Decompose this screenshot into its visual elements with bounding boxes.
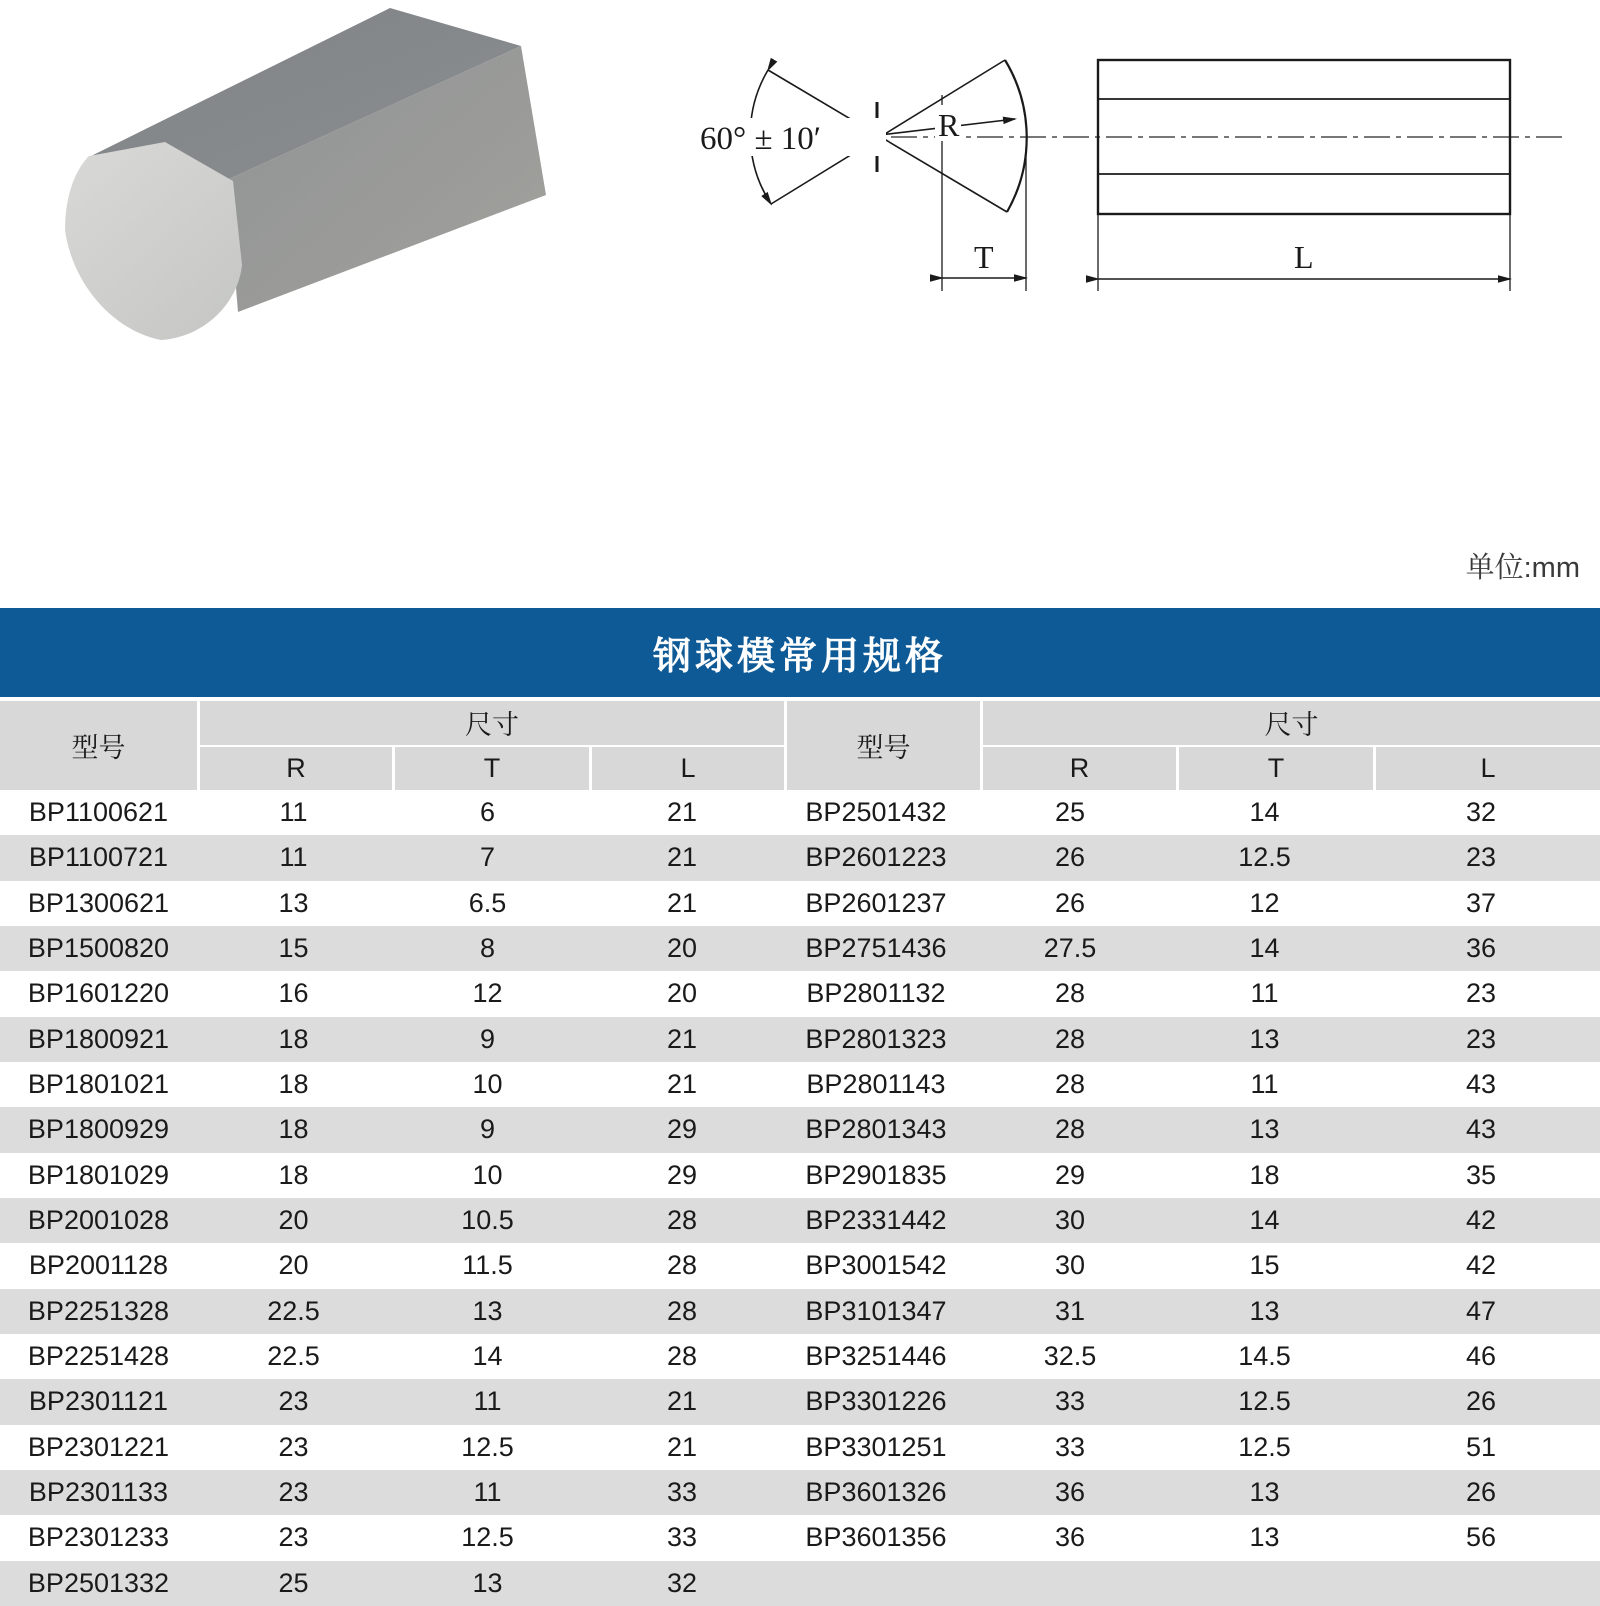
l-cell: 23 [1465, 1023, 1497, 1054]
r-cell: 29 [1054, 1159, 1086, 1190]
spec-row [0, 1243, 1600, 1288]
model-cell: BP1800921 [27, 1023, 170, 1054]
l-cell: 28 [666, 1250, 698, 1281]
r-cell: 23 [278, 1477, 309, 1508]
unit-label: 单位:mm [1465, 552, 1580, 584]
model-cell: BP1801029 [27, 1159, 170, 1190]
l-cell: 42 [1465, 1250, 1497, 1281]
r-cell: 33 [1054, 1431, 1086, 1462]
spec-row [0, 1561, 1600, 1606]
l-cell: 23 [1465, 842, 1497, 873]
t-cell: 11 [1250, 1069, 1279, 1100]
l-cell: 43 [1465, 1069, 1497, 1100]
spec-row [0, 790, 1600, 835]
model-cell: BP1801021 [27, 1069, 170, 1100]
l-cell: 29 [666, 1114, 698, 1145]
model-cell: BP2751436 [805, 933, 947, 964]
r-cell: 28 [1054, 978, 1086, 1009]
l-cell: 21 [666, 797, 698, 828]
t-cell: 12.5 [1238, 1386, 1291, 1417]
t-cell: 9 [479, 1114, 496, 1145]
t-cell: 12.5 [1238, 1431, 1291, 1462]
model-cell: BP1601220 [27, 978, 170, 1009]
t-cell: 13 [472, 1567, 503, 1598]
model-cell: BP1300621 [27, 887, 170, 918]
header-dims-left: 尺寸 [200, 701, 784, 745]
spec-row [0, 1017, 1600, 1062]
spec-row [0, 1379, 1600, 1424]
header-t-right: T [1179, 747, 1373, 791]
r-cell: 23 [278, 1386, 309, 1417]
t-cell: 8 [479, 933, 496, 964]
l-cell: 20 [666, 978, 698, 1009]
model-cell: BP3601326 [805, 1477, 947, 1508]
r-cell: 36 [1054, 1477, 1086, 1508]
spec-row [0, 1470, 1600, 1515]
model-cell: BP2001128 [28, 1250, 169, 1281]
spec-row [0, 1062, 1600, 1107]
model-cell: BP2801132 [806, 978, 946, 1009]
dimension-drawing [600, 0, 1600, 320]
table-title: 钢球模常用规格 [652, 636, 947, 678]
l-cell: 21 [666, 1069, 698, 1100]
r-cell: 23 [278, 1431, 309, 1462]
model-cell: BP2901835 [805, 1159, 947, 1190]
model-cell: BP3301251 [805, 1431, 947, 1462]
spec-row [0, 881, 1600, 926]
header-t-left: T [395, 747, 589, 791]
t-cell: 13 [1249, 1477, 1280, 1508]
l-cell: 33 [666, 1477, 698, 1508]
t-cell: 13 [1249, 1114, 1280, 1145]
t-cell: 10 [472, 1069, 503, 1100]
r-cell: 26 [1054, 887, 1086, 918]
r-cell: 11 [279, 797, 308, 828]
t-cell: 18 [1249, 1159, 1280, 1190]
r-cell: 20 [278, 1205, 309, 1236]
model-cell: BP2501432 [805, 797, 947, 828]
l-cell: 21 [666, 1023, 698, 1054]
r-cell: 26 [1054, 842, 1086, 873]
spec-row [0, 1425, 1600, 1470]
r-cell: 28 [1054, 1023, 1086, 1054]
model-cell: BP2301221 [27, 1431, 170, 1462]
t-cell: 12.5 [461, 1522, 514, 1553]
r-cell: 27.5 [1043, 933, 1097, 964]
r-cell: 18 [278, 1114, 309, 1145]
header-model-left: 型号 [0, 701, 197, 790]
l-cell: 56 [1465, 1522, 1497, 1553]
sphere-arc [1005, 60, 1027, 212]
l-cell: 29 [666, 1159, 698, 1190]
t-cell: 11 [1250, 978, 1279, 1009]
l-cell: 21 [666, 842, 698, 873]
l-cell: 42 [1465, 1205, 1497, 1236]
model-cell: BP3301226 [805, 1386, 947, 1417]
model-cell: BP3001542 [805, 1250, 947, 1281]
model-cell: BP2331442 [805, 1205, 947, 1236]
l-cell: 47 [1465, 1295, 1497, 1326]
spec-row [0, 1198, 1600, 1243]
thickness-label: T [974, 239, 994, 275]
t-cell: 11 [473, 1477, 502, 1508]
l-cell: 46 [1465, 1341, 1497, 1372]
t-cell: 6.5 [468, 887, 507, 918]
t-cell: 15 [1249, 1250, 1280, 1281]
r-cell: 25 [1054, 797, 1086, 828]
t-cell: 13 [1249, 1295, 1280, 1326]
model-cell: BP3101347 [805, 1295, 947, 1326]
spec-row [0, 926, 1600, 971]
model-cell: BP1100721 [28, 842, 169, 873]
r-cell: 11 [279, 842, 308, 873]
r-cell: 16 [278, 978, 309, 1009]
r-cell: 28 [1054, 1069, 1086, 1100]
model-cell: BP3601356 [805, 1522, 947, 1553]
spec-row [0, 1515, 1600, 1560]
r-cell: 18 [278, 1069, 309, 1100]
l-cell: 26 [1465, 1477, 1497, 1508]
r-cell: 25 [278, 1567, 309, 1598]
t-cell: 12 [472, 978, 503, 1009]
r-cell: 23 [278, 1522, 309, 1553]
header-r-left: R [200, 747, 392, 791]
r-cell: 15 [278, 933, 309, 964]
t-cell: 9 [479, 1023, 496, 1054]
t-cell: 14 [1249, 933, 1280, 964]
r-cell: 30 [1054, 1205, 1086, 1236]
t-cell: 6 [479, 797, 496, 828]
angle-label: 60° ± 10′ [700, 121, 822, 157]
l-cell: 32 [666, 1567, 698, 1598]
model-cell: BP1100621 [28, 797, 169, 828]
model-cell: BP2801323 [805, 1023, 947, 1054]
spec-row [0, 1334, 1600, 1379]
l-cell: 33 [666, 1522, 698, 1553]
spec-table-header [0, 701, 1600, 790]
model-cell: BP1500820 [27, 933, 170, 964]
model-cell: BP2251428 [27, 1341, 170, 1372]
length-label: L [1294, 239, 1314, 275]
t-cell: 12.5 [461, 1431, 514, 1462]
t-cell: 14 [1249, 797, 1280, 828]
header-r-right: R [983, 747, 1176, 791]
r-cell: 32.5 [1043, 1341, 1097, 1372]
t-cell: 14.5 [1238, 1341, 1291, 1372]
model-cell: BP1800929 [27, 1114, 170, 1145]
model-cell: BP2801343 [805, 1114, 947, 1145]
model-cell: BP2801143 [806, 1069, 946, 1100]
l-cell: 26 [1465, 1386, 1497, 1417]
r-cell: 18 [278, 1023, 309, 1054]
r-cell: 13 [278, 887, 309, 918]
t-cell: 13 [1249, 1023, 1280, 1054]
r-cell: 36 [1054, 1522, 1086, 1553]
model-cell: BP2601237 [805, 887, 947, 918]
l-cell: 21 [666, 1431, 698, 1462]
model-cell: BP2301233 [27, 1522, 170, 1553]
l-cell: 35 [1465, 1159, 1497, 1190]
t-cell: 13 [472, 1295, 503, 1326]
model-cell: BP2301121 [28, 1386, 169, 1417]
l-cell: 37 [1465, 887, 1497, 918]
spec-row [0, 835, 1600, 880]
t-cell: 13 [1249, 1522, 1280, 1553]
model-cell: BP2601223 [805, 842, 947, 873]
t-cell: 12.5 [1238, 842, 1291, 873]
t-cell: 10 [472, 1159, 503, 1190]
l-cell: 43 [1465, 1114, 1497, 1145]
spec-row [0, 971, 1600, 1016]
header-model-right: 型号 [787, 701, 980, 790]
r-cell: 18 [278, 1159, 309, 1190]
r-cell: 28 [1054, 1114, 1086, 1145]
radius-label: R [938, 107, 960, 143]
t-cell: 12 [1249, 887, 1280, 918]
r-cell: 30 [1054, 1250, 1086, 1281]
header-dims-right: 尺寸 [983, 701, 1600, 745]
spec-table-body [0, 790, 1600, 1606]
l-cell: 28 [666, 1341, 698, 1372]
table-title-bar [0, 608, 1600, 697]
t-cell: 10.5 [461, 1205, 514, 1236]
r-cell: 22.5 [267, 1295, 320, 1326]
t-cell: 11.5 [462, 1250, 513, 1281]
product-front-face [65, 142, 242, 340]
l-cell: 32 [1465, 797, 1497, 828]
r-cell: 20 [278, 1250, 309, 1281]
l-cell: 20 [666, 933, 698, 964]
l-cell: 36 [1465, 933, 1497, 964]
l-cell: 23 [1465, 978, 1497, 1009]
header-l-right: L [1376, 747, 1600, 791]
model-cell: BP3251446 [805, 1341, 947, 1372]
header-l-left: L [592, 747, 784, 791]
model-cell: BP2501332 [27, 1567, 170, 1598]
l-cell: 28 [666, 1295, 698, 1326]
t-cell: 14 [472, 1341, 503, 1372]
r-cell: 31 [1054, 1295, 1086, 1326]
model-cell: BP2001028 [27, 1205, 170, 1236]
l-cell: 21 [666, 1386, 698, 1417]
r-cell: 22.5 [267, 1341, 320, 1372]
t-cell: 7 [479, 842, 496, 873]
l-cell: 28 [666, 1205, 698, 1236]
spec-row [0, 1107, 1600, 1152]
product-photo [55, 0, 555, 350]
l-cell: 21 [666, 887, 698, 918]
model-cell: BP2301133 [28, 1477, 169, 1508]
r-cell: 33 [1054, 1386, 1086, 1417]
t-cell: 11 [473, 1386, 502, 1417]
model-cell: BP2251328 [27, 1295, 170, 1326]
l-cell: 51 [1465, 1431, 1497, 1462]
spec-row [0, 1289, 1600, 1334]
spec-row [0, 1153, 1600, 1198]
t-cell: 14 [1249, 1205, 1280, 1236]
